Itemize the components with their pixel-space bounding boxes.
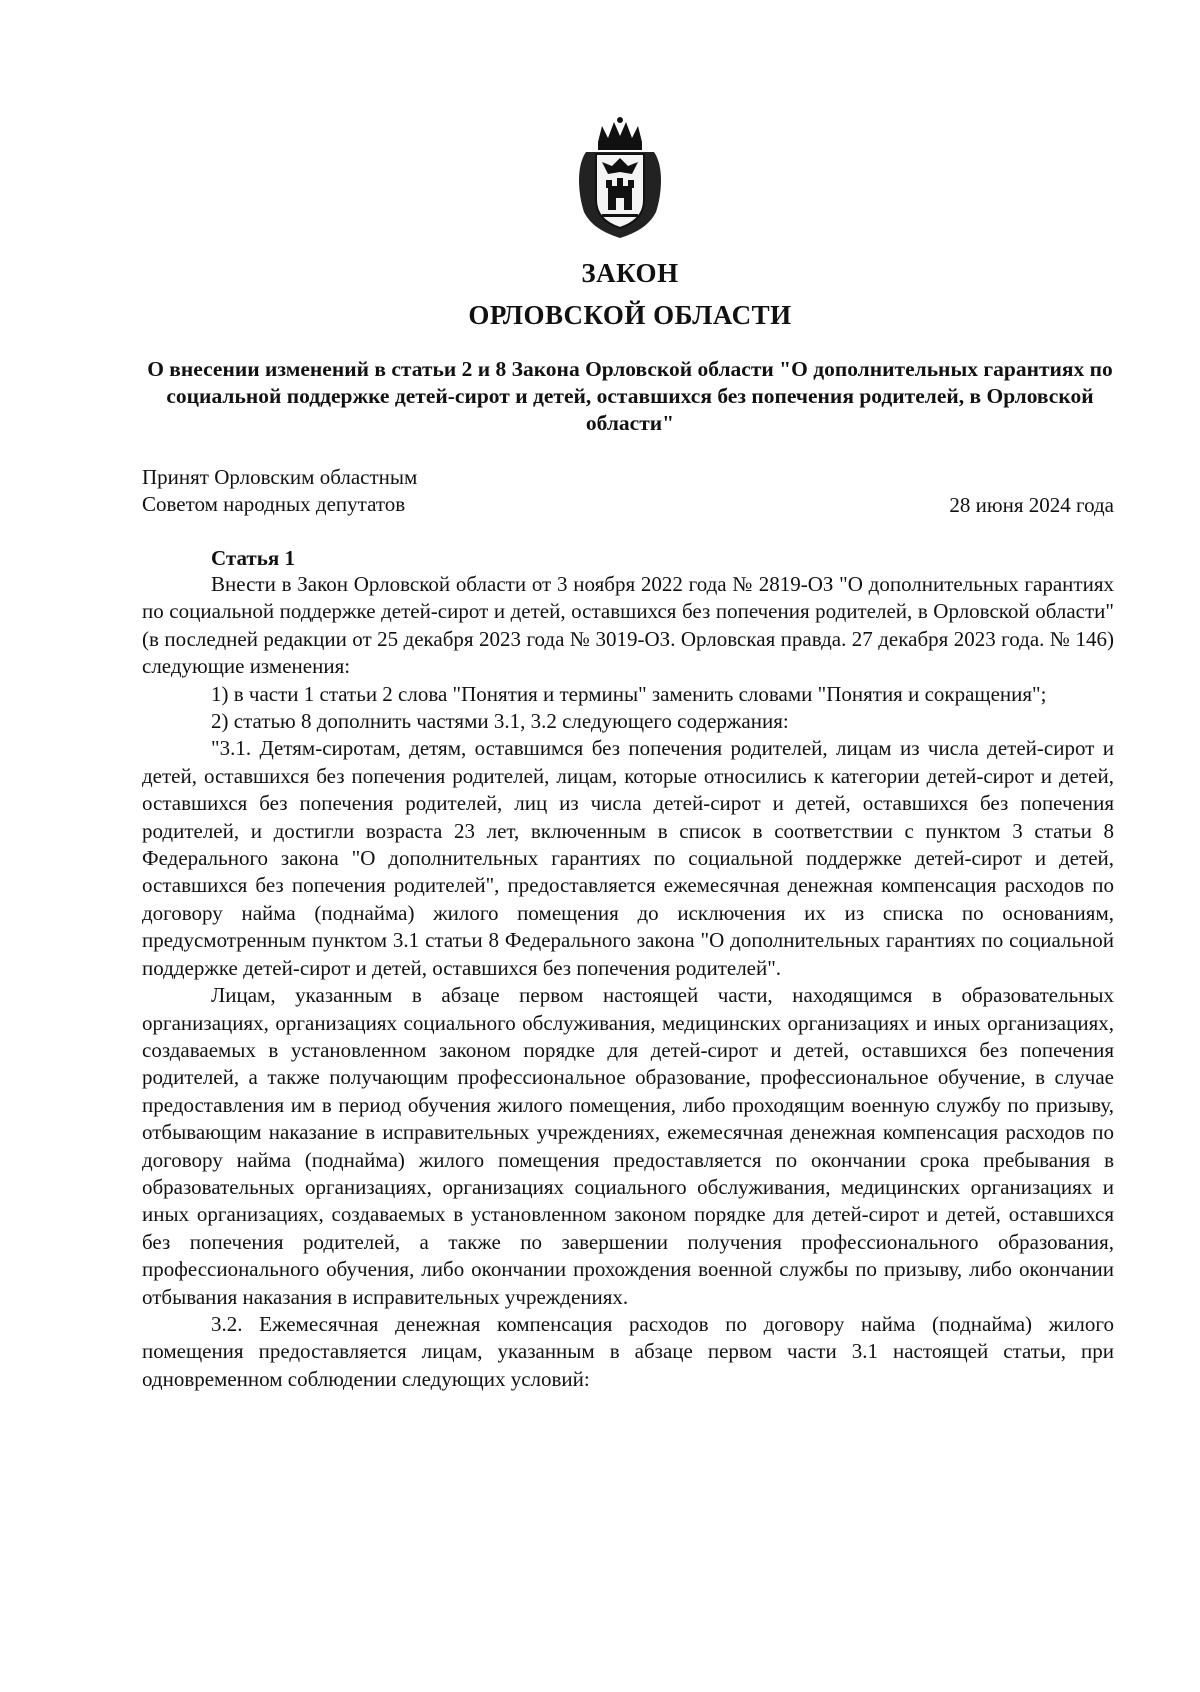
adoption-line-2: Советом народных депутатов — [142, 492, 406, 516]
adoption-line-1: Принят Орловским областным — [142, 465, 418, 489]
document-title: ЗАКОН — [581, 258, 679, 288]
article-paragraph: Лицам, указанным в абзаце первом настоящей части, находящимся в образовательных организациях, организациях социального обслуживания, медицинских организациях и иных организациях, создаваемых в установленном законом порядке для детей-сирот и детей, оставшихся без попечения родителей, а также получающим профессиональное образование, профессиональное обучение, в случае предоставления им в период обучения жилого помещения, либо проходящим военную службу по призыву, отбывающим наказание в исправительных учреждениях, ежемесячная денежная компенсация расходов по договору найма (поднайма) жилого помещения предоставляется по окончании срока пребывания в образовательных организациях, организациях социального обслуживания, медицинских организациях и иных организациях, создаваемых в установленном законом порядке для детей-сирот и детей, оставшихся без попечения родителей, а также по завершении получения профессионального образования, профессионального обучения, либо окончании прохождения военной службы по призыву, либо окончании отбывания наказания в исправительных учреждениях. — [142, 983, 1114, 1309]
article-paragraph: 2) статью 8 дополнить частями 3.1, 3.2 следующего содержания: — [211, 709, 789, 734]
article-title: Статья 1 — [211, 546, 295, 570]
article-paragraph: Внести в Закон Орловской области от 3 ноября 2022 года № 2819-ОЗ "О дополнительных гарантиях по социальной поддержке детей-сирот и детей, оставшихся без попечения родителей, в Орловской области" (в последней редакции от 25 декабря 2023 года № 3019-ОЗ. Орловская правда. 27 декабря 2023 года. № 146) следующие изменения: — [142, 572, 1114, 679]
coat-of-arms-icon — [572, 116, 668, 240]
adoption-date: 28 июня 2024 года — [949, 493, 1114, 517]
article-paragraph: "3.1. Детям-сиротам, детям, оставшимся без попечения родителей, лицам из числа детей-сирот и детей, оставшихся без попечения родителей, лицам, которые относились к категории детей-сирот и детей, оставшихся без попечения родителей, лиц из числа детей-сирот и детей, оставшихся без попечения родителей, и достигли возраста 23 лет, включенным в список в соответствии с пунктом 3 статьи 8 Федерального закона "О дополнительных гарантиях по социальной поддержке детей-сирот и детей, оставшихся без попечения родителей", предоставляется ежемесячная денежная компенсация расходов по договору найма (поднайма) жилого помещения до исключения их из списка по основаниям, предусмотренным пунктом 3.1 статьи 8 Федерального закона "О дополнительных гарантиях по социальной поддержке детей-сирот и детей, оставшихся без попечения родителей". — [142, 736, 1114, 980]
adoption-block — [142, 464, 417, 518]
article-paragraph: 1) в части 1 статьи 2 слова "Понятия и термины" заменить словами "Понятия и сокращения"; — [211, 681, 1047, 706]
document-region-title: ОРЛОВСКОЙ ОБЛАСТИ — [468, 300, 792, 330]
article-paragraph: 3.2. Ежемесячная денежная компенсация расходов по договору найма (поднайма) жилого помещения предоставляется лицам, указанным в абзаце первом части 3.1 настоящей статьи, при одновременном соблюдении следующих условий: — [142, 1311, 1114, 1391]
document-subtitle: О внесении изменений в статьи 2 и 8 Закона Орловской области "О дополнительных гарантиях по социальной поддержке детей-сирот и детей, оставшихся без попечения родителей, в Орловской области" — [147, 357, 1113, 435]
article-body — [142, 571, 1114, 1393]
